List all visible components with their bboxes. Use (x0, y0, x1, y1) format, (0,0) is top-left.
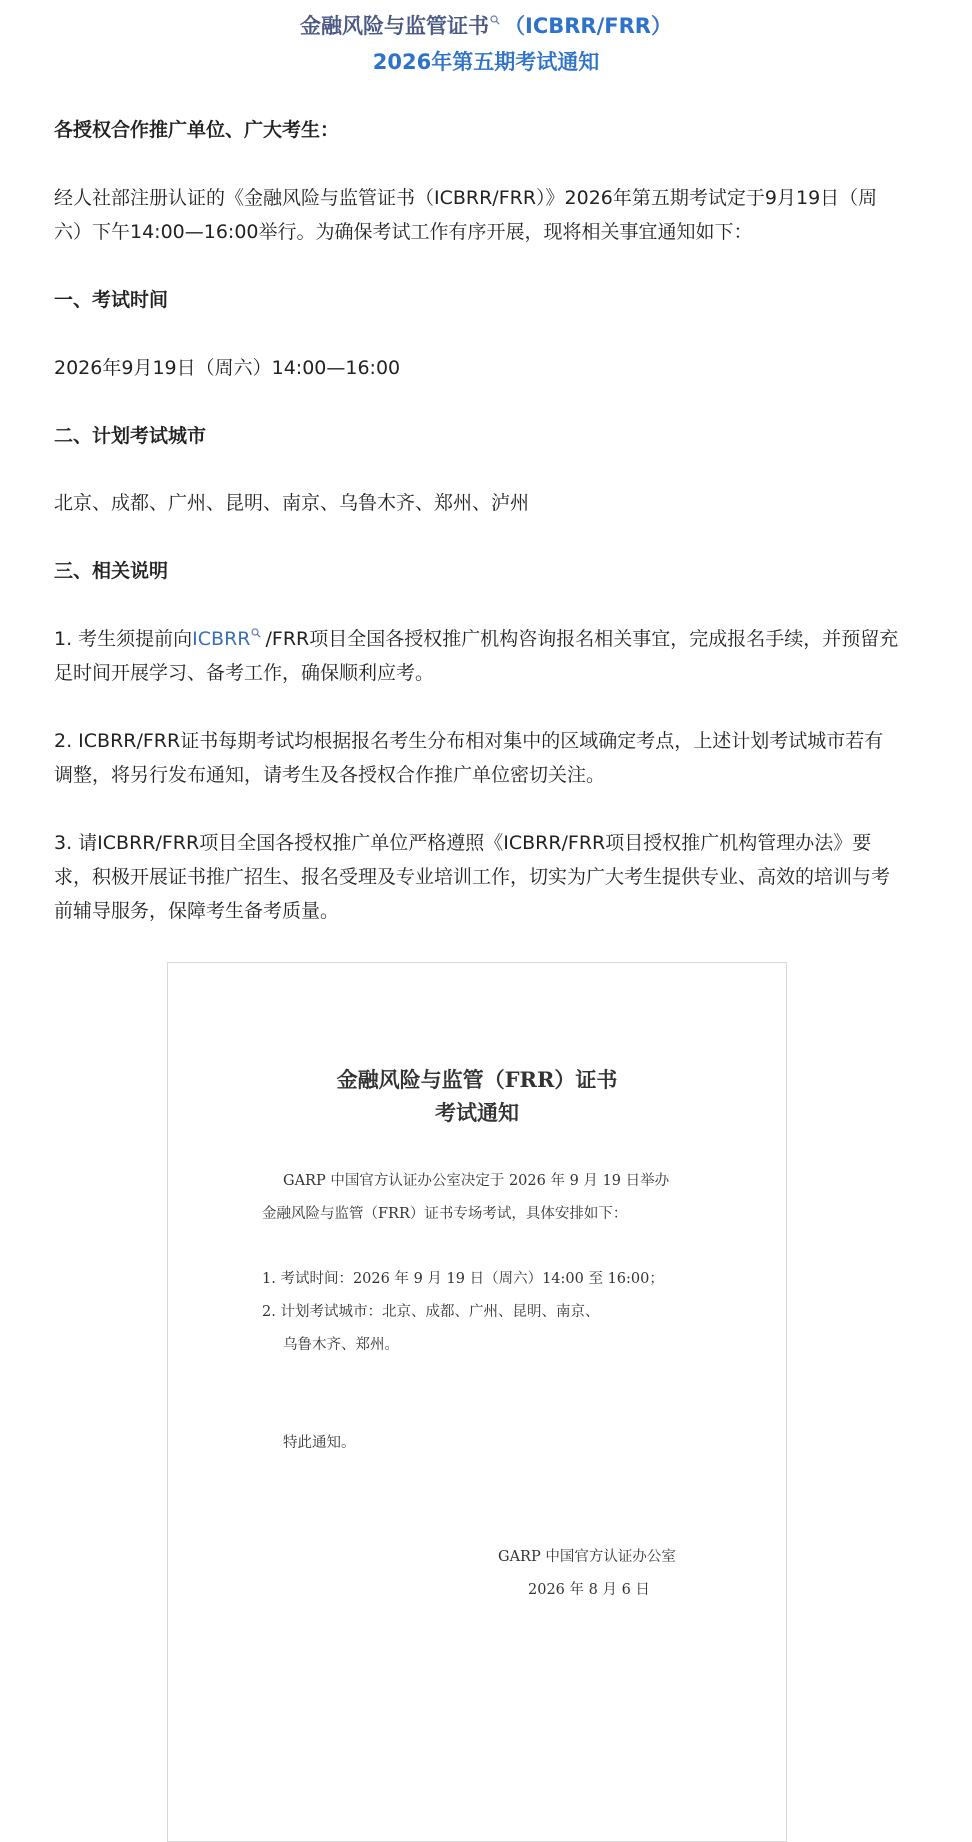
notice-list-item-1: 1. 考试时间：2026 年 9 月 19 日（周六）14:00 至 16:00； (262, 1271, 664, 1287)
section-1-body: 2026年9月19日（周六）14:00—16:00 (54, 357, 401, 379)
notice-list-item-2-cont: 乌鲁木齐、郑州。 (283, 1337, 399, 1353)
section-2-body: 北京、成都、广州、昆明、南京、乌鲁木齐、郑州、泸州 (54, 492, 530, 514)
section-3-item-2: 2. ICBRR/FRR证书每期考试均根据报名考生分布相对集中的区域确定考点，上述计划考试城市若有调整，将另行发布通知，请考生及各授权合作推广单位密切关注。 (54, 730, 884, 786)
section-1-heading: 一、考试时间 (54, 289, 169, 311)
notice-para-line-1: GARP 中国官方认证办公室决定于 2026 年 9 月 19 日举办 (283, 1173, 670, 1189)
notice-signature-date: 2026 年 8 月 6 日 (528, 1582, 650, 1598)
intro-paragraph: 经人社部注册认证的《金融风险与监管证书（ICBRR/FRR）》2026年第五期考试定于9月19日（周六）下午14:00—16:00举行。为确保考试工作有序开展，现将相关事宜通知如下： (54, 187, 878, 243)
notice-para-line-2: 金融风险与监管（FRR）证书专场考试，具体安排如下： (262, 1206, 628, 1222)
section-2-heading: 二、计划考试城市 (54, 425, 207, 447)
notice-title (168, 1063, 786, 1129)
title-code: （ICBRR/FRR） (504, 14, 672, 38)
section-3-heading: 三、相关说明 (54, 560, 169, 582)
notice-closing: 特此通知。 (283, 1435, 356, 1451)
notice-list-item-2: 2. 计划考试城市：北京、成都、广州、昆明、南京、 (262, 1304, 600, 1320)
title-line-2: 2026年第五期考试通知 (372, 50, 600, 74)
notice-title-line-1: 金融风险与监管（FRR）证书 (336, 1067, 618, 1092)
title-line-1 (0, 8, 972, 44)
search-icon[interactable] (251, 628, 261, 638)
section-3-item-3: 3. 请ICBRR/FRR项目全国各授权推广单位严格遵照《ICBRR/FRR项目授权推广机构管理办法》要求，积极开展证书推广招生、报名受理及专业培训工作，切实为广大考生提供专业、高效的培训与考前辅导服务，保障考生备考质量。 (54, 832, 891, 922)
search-icon[interactable] (490, 15, 500, 25)
item-1-prefix: 1. 考生须提前向 (54, 628, 193, 650)
notice-title-line-2: 考试通知 (435, 1100, 519, 1125)
notice-image[interactable] (167, 962, 787, 1842)
section-3-item-1 (54, 622, 900, 690)
title-keyword-link[interactable]: 金融风险与监管证书 (300, 14, 490, 38)
item-1-rest: /FRR项目全国各授权推广机构咨询报名相关事宜，完成报名手续，并预留充足时间开展学习、备考工作，确保顺利应考。 (54, 628, 899, 684)
article-title (0, 8, 972, 80)
notice-signature-org: GARP 中国官方认证办公室 (498, 1549, 676, 1565)
icbrr-keyword-link[interactable]: ICBRR (192, 628, 251, 650)
salutation: 各授权合作推广单位、广大考生： (54, 119, 340, 141)
